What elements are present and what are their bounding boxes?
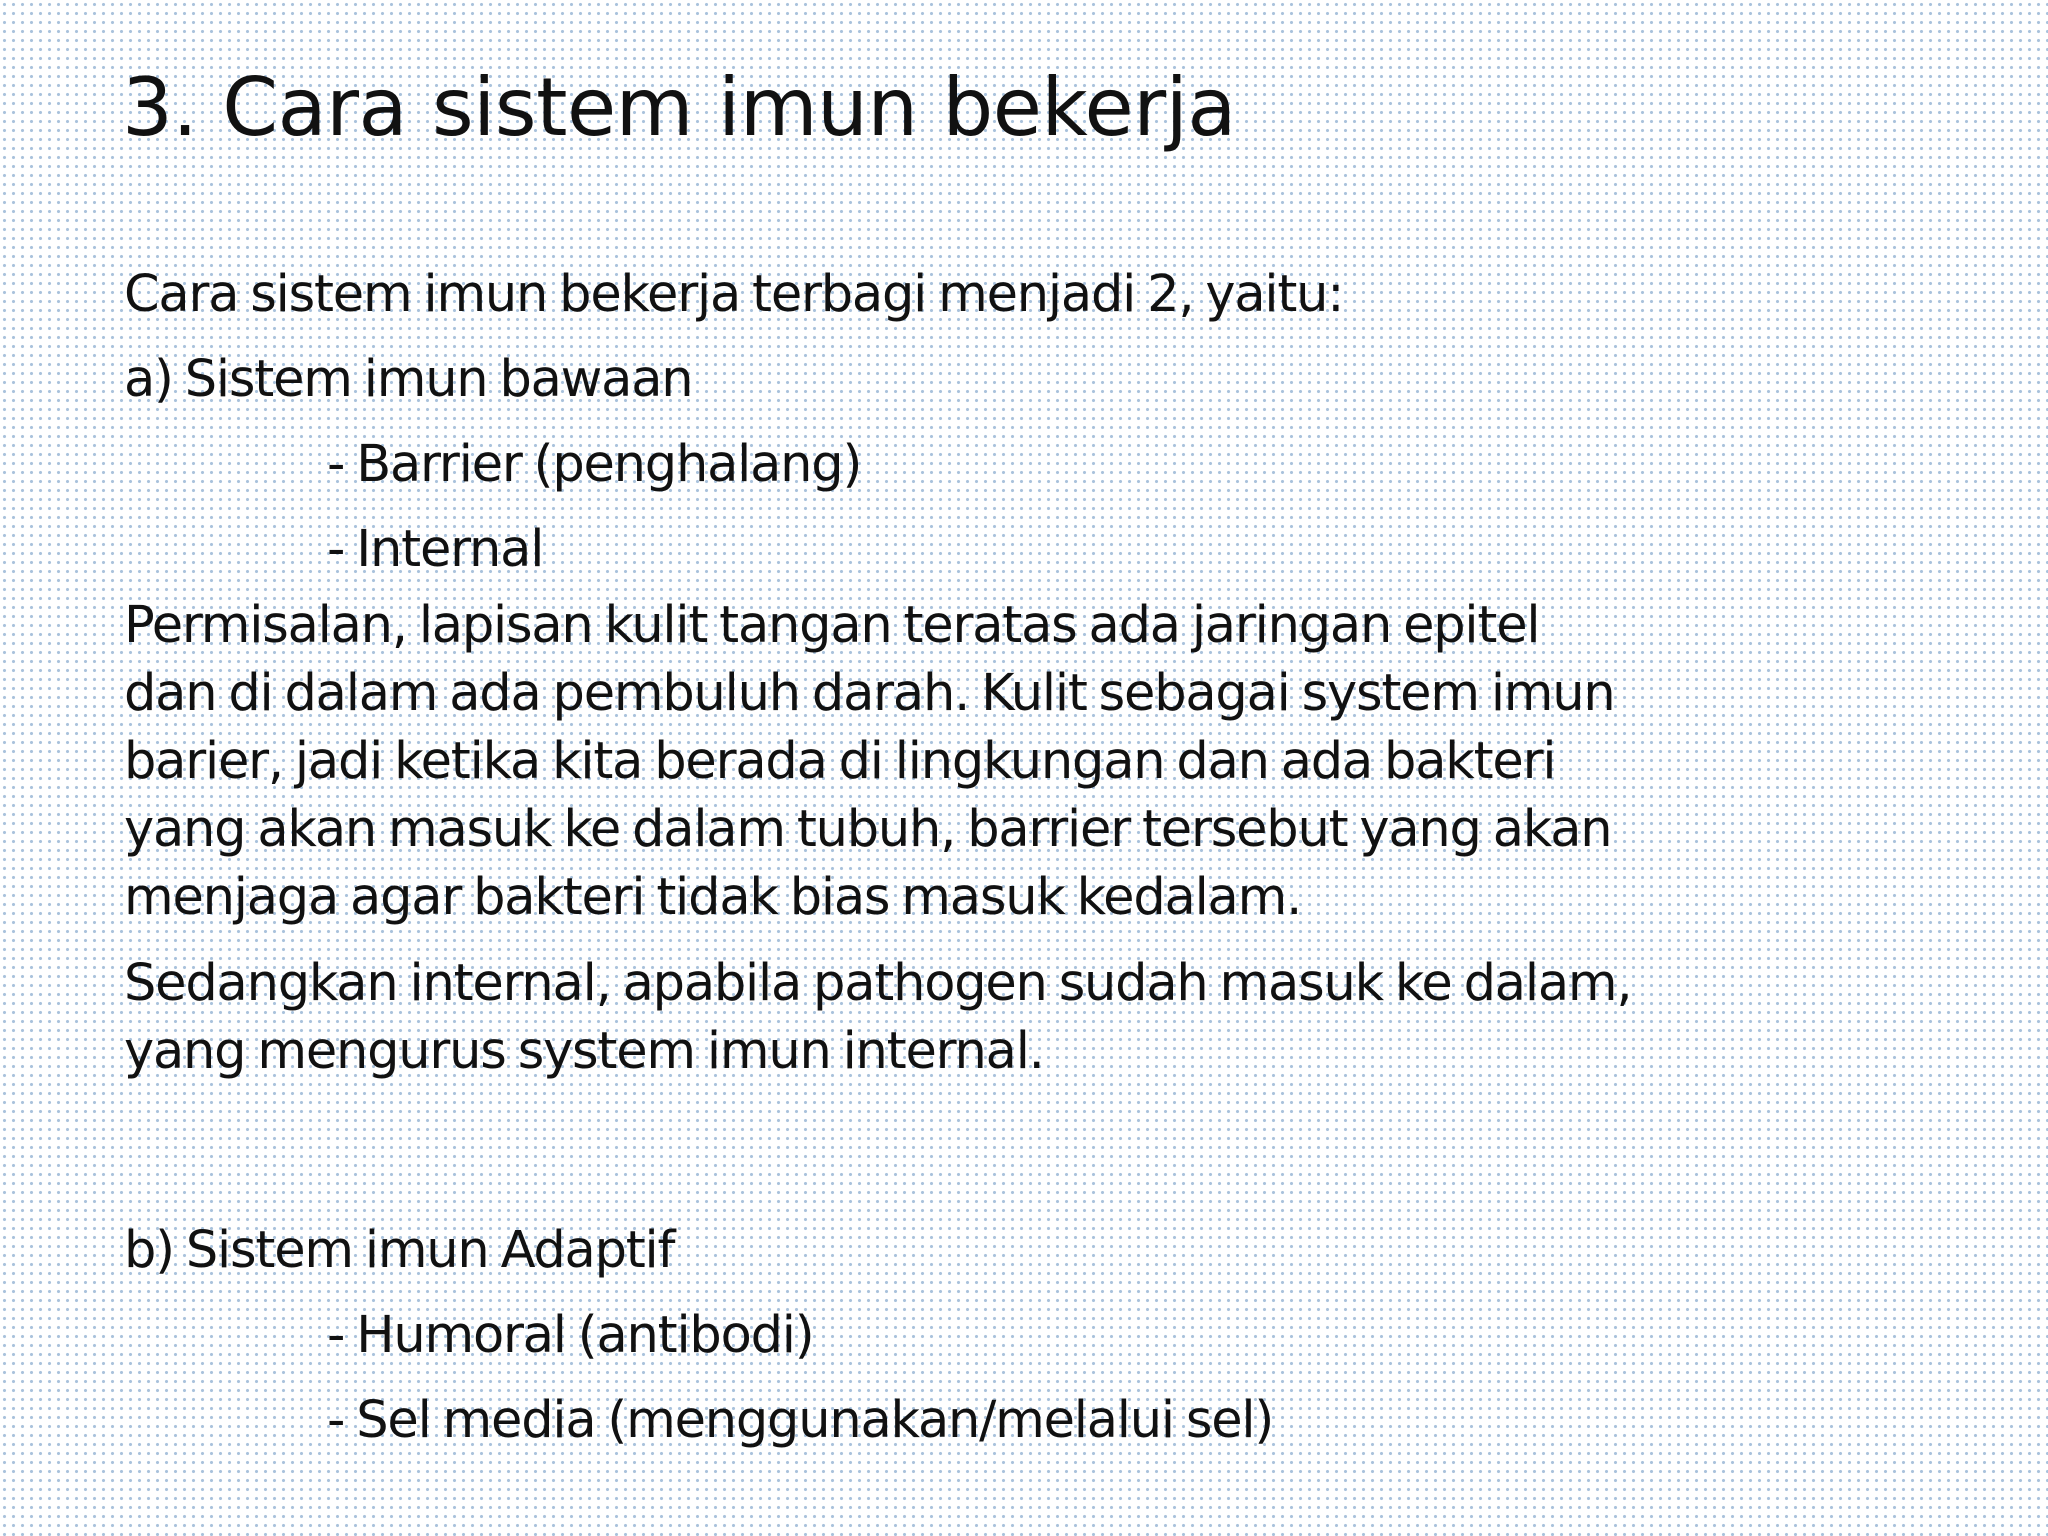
paragraph-line: dan di dalam ada pembuluh darah. Kulit sebagai system imun	[124, 664, 1615, 723]
section-a-heading: a) Sistem imun bawaan	[124, 350, 693, 409]
paragraph-line: Sedangkan internal, apabila pathogen sudah masuk ke dalam,	[124, 954, 1632, 1013]
paragraph-line: Permisalan, lapisan kulit tangan teratas ada jaringan epitel	[124, 596, 1540, 655]
slide-title: 3. Cara sistem imun bekerja	[122, 61, 1236, 154]
paragraph-barrier-explanation	[124, 592, 2004, 932]
spacer	[124, 1086, 2004, 1194]
section-b-item-humoral: - Humoral (antibodi)	[327, 1306, 814, 1365]
section-b-heading: b) Sistem imun Adaptif	[124, 1221, 675, 1280]
intro-text: Cara sistem imun bekerja terbagi menjadi 2, yaitu:	[124, 265, 1344, 324]
slide-body	[124, 252, 2004, 1463]
section-a-item-internal: - Internal	[327, 520, 544, 579]
paragraph-line: yang mengurus system imun internal.	[124, 1022, 1044, 1081]
paragraph-line: barier, jadi ketika kita berada di lingkungan dan ada bakteri	[124, 732, 1556, 791]
section-a-item-barrier: - Barrier (penghalang)	[327, 435, 862, 494]
paragraph-line: yang akan masuk ke dalam tubuh, barrier tersebut yang akan	[124, 800, 1612, 859]
section-b-item-cell-mediated: - Sel media (menggunakan/melalui sel)	[327, 1391, 1274, 1450]
paragraph-internal-explanation	[124, 950, 2004, 1086]
paragraph-line: menjaga agar bakteri tidak bias masuk kedalam.	[124, 868, 1302, 927]
